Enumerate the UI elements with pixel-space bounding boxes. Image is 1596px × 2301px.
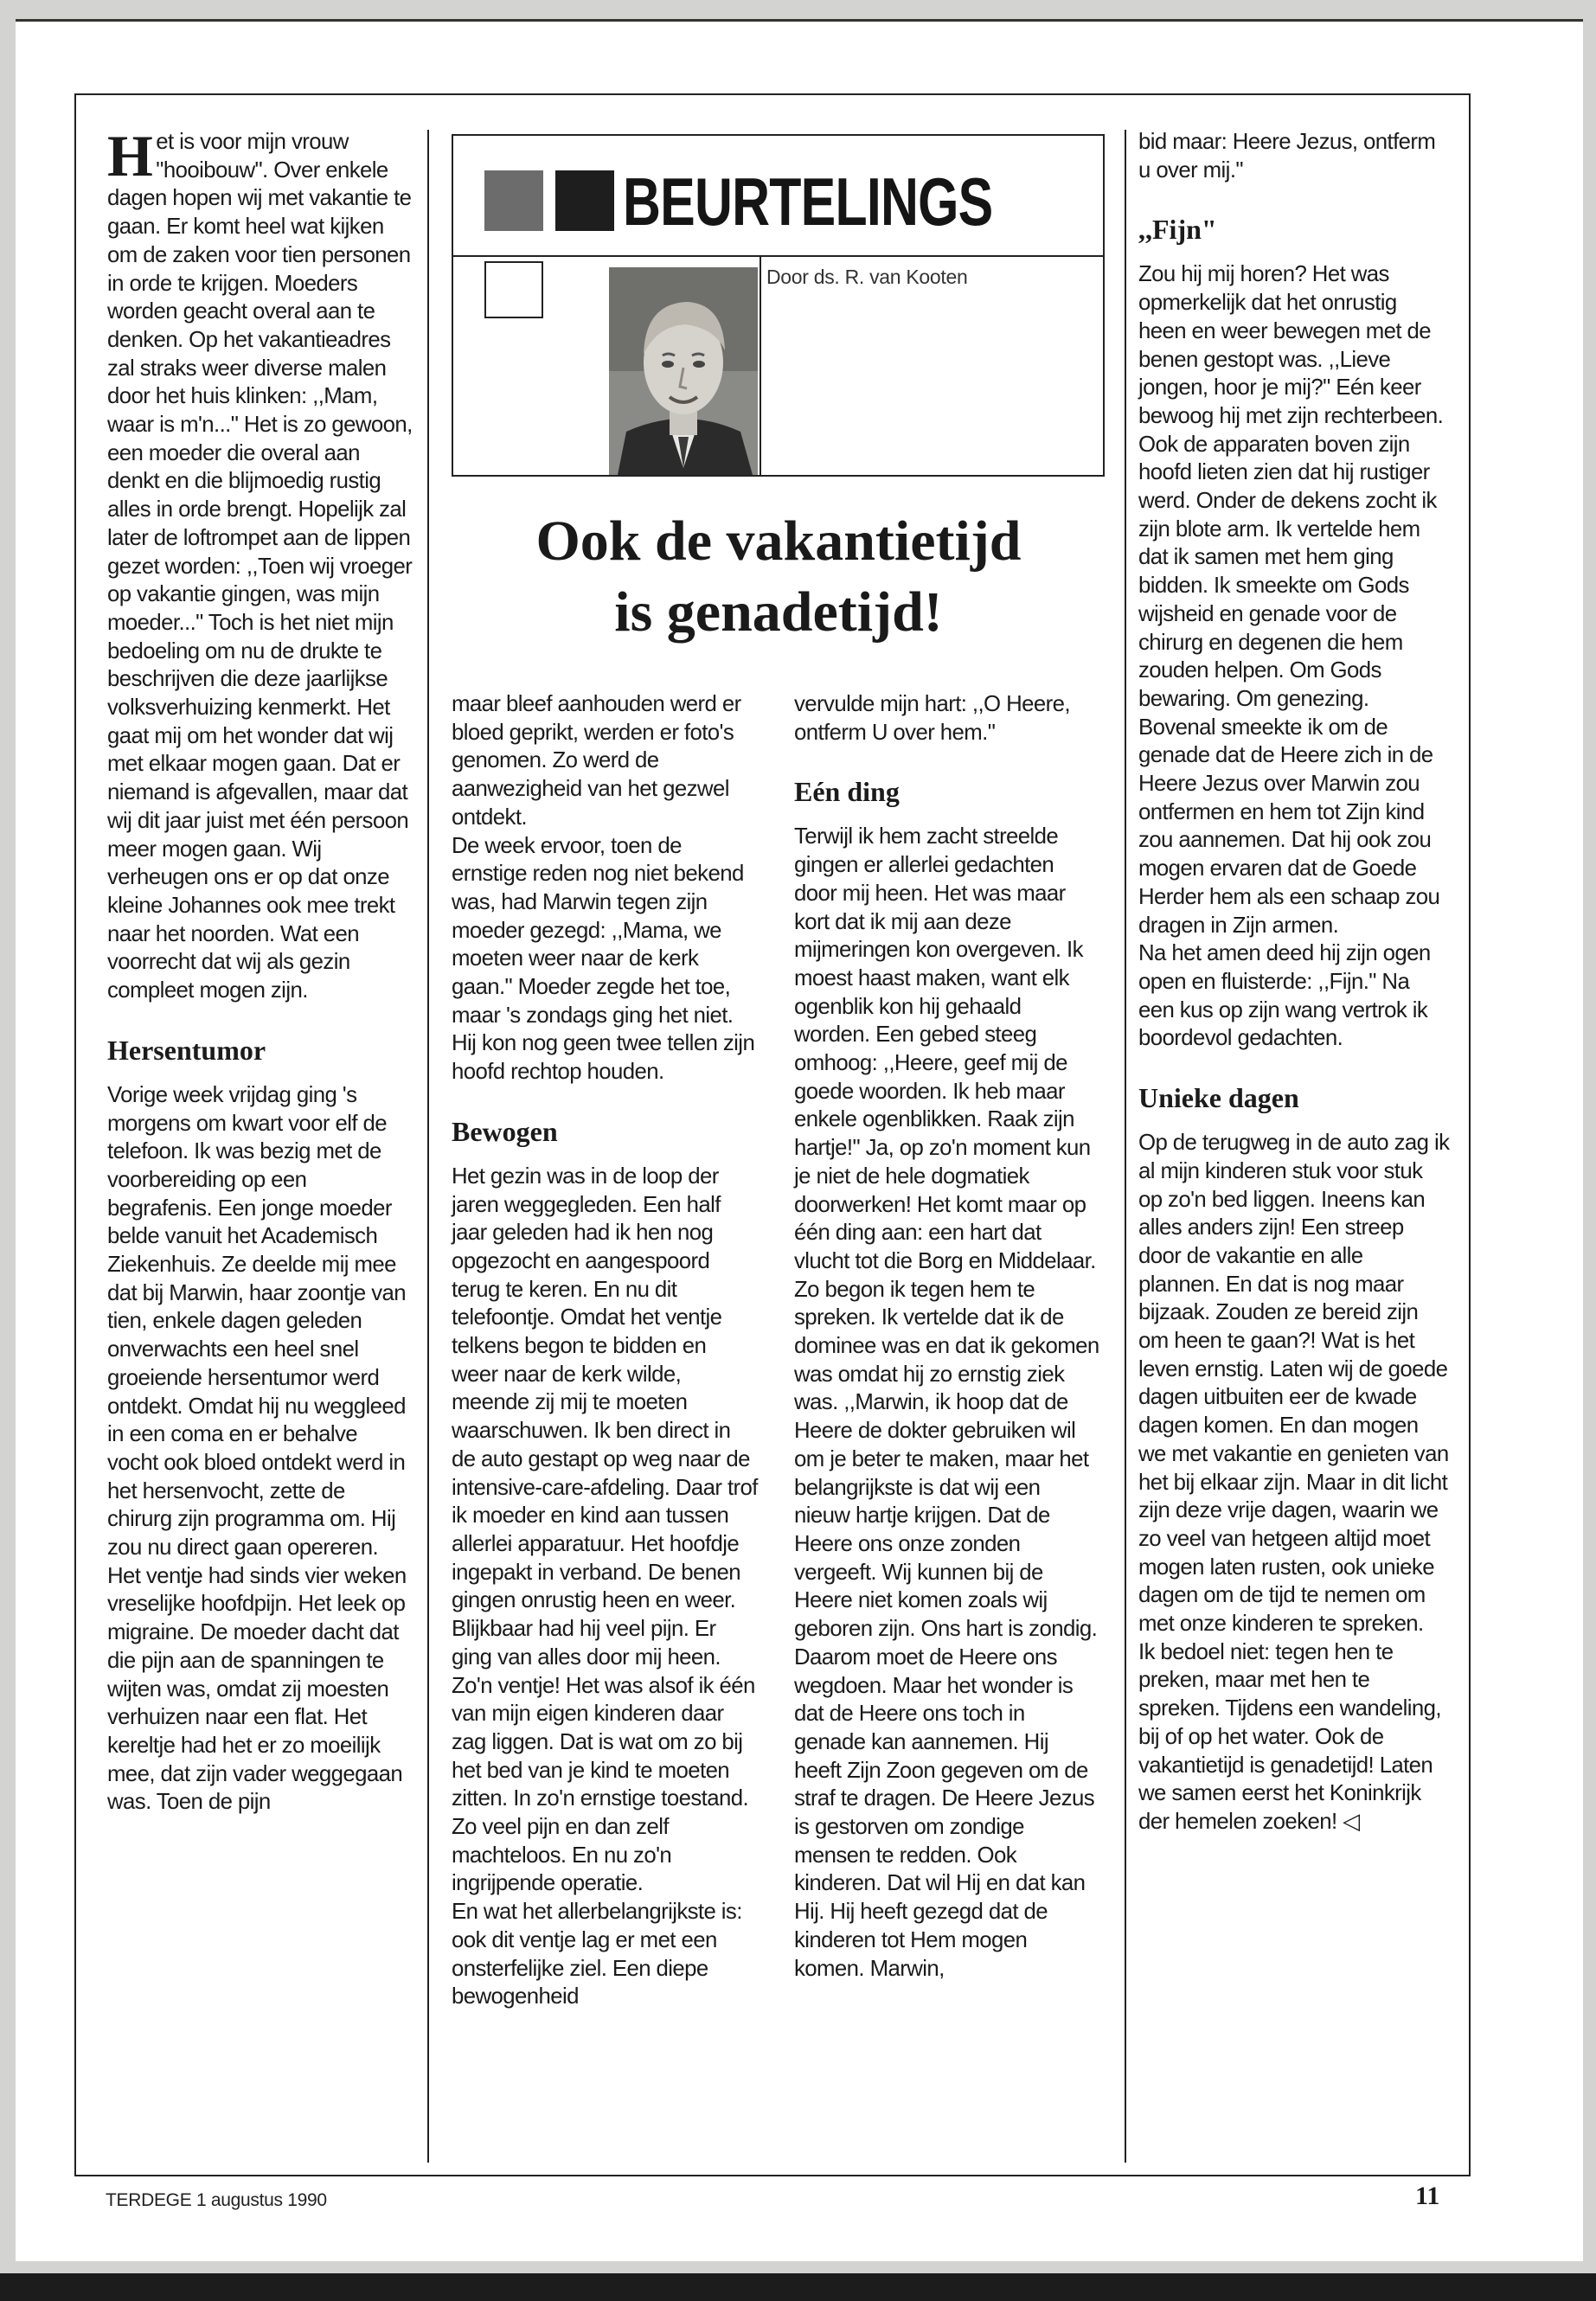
section-heading: Bewogen (452, 1115, 558, 1147)
section-heading: Unieke dagen (1138, 1082, 1299, 1114)
paragraph: Vorige week vrijdag ging 's morgens om kwart voor elf de telefoon. Ik was bezig met de voorbereiding op een begrafenis. Een jonge moeder belde vanuit het Academisch Ziekenhuis. Ze deelde mij mee dat bij Marwin, haar zoontje van tien, enkele dagen geleden onverwachts een heel snel groeiende hersentumor werd ontdekt. Omdat hij nu weggleed in een coma en er behalve vocht ook bloed ontdekt werd in het hersenvocht, zette de chirurg zijn programma om. Hij zou nu direct gaan opereren. (107, 1082, 407, 1561)
headline-line-1: Ook de vakantietijd (535, 510, 1022, 573)
scan-edge (0, 2273, 1596, 2301)
black-square-decoration (555, 170, 614, 231)
paragraph: Na het amen deed hij zijn ogen open en fluisterde: ,,Fijn." Na een kus op zijn wang vertrok ik boordevol gedachten. (1138, 941, 1431, 1051)
drop-cap: H (107, 123, 153, 189)
paragraph: Het ventje had sinds vier weken vreselijke hoofdpijn. Het leek op migraine. De moeder dacht dat die pijn aan de spanningen te wijten was, omdat zij moesten verhuizen naar een flat. Het kereltje had het er zo moeilijk mee, dat zijn vader weggegaan was. Toen de pijn (107, 1563, 407, 1815)
magazine-issue: TERDEGE 1 augustus 1990 (106, 2190, 327, 2210)
article-headline (433, 506, 1125, 648)
author-byline: Door ds. R. van Kooten (766, 266, 968, 288)
section-heading: ,,Fijn" (1138, 214, 1217, 246)
paragraph: Ik bedoel niet: tegen hen te preken, maar met hen te spreken. Tijdens een wandeling, bij of op het water. Ook de vakantietijd is genadetijd! Laten we samen eerst het Koninkrijk der hemelen zoeken! ◁ (1138, 1639, 1441, 1834)
top-rule (16, 19, 1583, 22)
box-divider (453, 255, 1103, 257)
column-divider (427, 130, 429, 2163)
paragraph: bid maar: Heere Jezus, ontferm u over mij." (1138, 130, 1436, 183)
series-title: BEURTELINGS (623, 163, 993, 240)
paragraph: Zou hij mij horen? Het was opmerkelijk dat het onrustig heen en weer bewegen met de benen gestopt was. ,,Lieve jongen, hoor je mij?" Eén keer bewoog hij met zijn rechterbeen. Ook de apparaten boven zijn hoofd lieten zien dat hij rustiger werd. Onder de dekens zocht ik zijn blote arm. Ik vertelde hem dat ik samen met hem ging bidden. Ik smeekte om Gods wijsheid en genade voor de chirurg en degenen die hem zouden helpen. Om Gods bewaring. Om genezing. Bovenal smeekte ik om de genade dat de Heere zich in de Heere Jezus over Marwin zou ontfermen en hem tot Zijn kind zou aannemen. Dat hij ook zou mogen ervaren dat de Goede Herder hem als een schaap zou dragen in Zijn armen. (1138, 262, 1444, 938)
column-divider (1125, 130, 1126, 2163)
column-2 (452, 690, 758, 2011)
paragraph: Het gezin was in de loop der jaren weggegleden. Een half jaar geleden had ik hen nog opgezocht en aangespoord terug te keren. En nu dit telefoontje. Omdat het ventje telkens begon te bidden en weer naar de kerk wilde, meende zij mij te moeten waarschuwen. Ik ben direct in de auto gestapt op weg naar de intensive-care-afdeling. Daar trof ik moeder en kind aan tussen allerlei apparatuur. Het hoofdje ingepakt in verband. De benen gingen onrustig heen en weer. Blijkbaar had hij veel pijn. Er ging van alles door mij heen. Zo'n ventje! Het was alsof ik één van mijn eigen kinderen daar zag liggen. Dat is wat om zo bij het bed van je kind te moeten zitten. In zo'n ernstige toestand. Zo veel pijn en dan zelf machteloos. En nu zo'n ingrijpende operatie. (452, 1163, 758, 1896)
box-divider (760, 255, 761, 475)
outline-square-decoration (484, 261, 543, 318)
column-1 (107, 123, 413, 1817)
section-heading: Hersentumor (107, 1034, 266, 1066)
paragraph: De week ervoor, toen de ernstige reden nog niet bekend was, had Marwin tegen zijn moeder gezegd: ,,Mama, we moeten weer naar de kerk gaan." Moeder zegde het toe, maar 's zondags ging het niet. Hij kon nog geen twee tellen zijn hoofd rechtop houden. (452, 833, 755, 1085)
section-heading: Eén ding (794, 776, 900, 808)
paragraph: Op de terugweg in de auto zag ik al mijn kinderen stuk voor stuk op zo'n bed liggen. Ineens kan alles anders zijn! Een streep door de vakantie en alle plannen. En dat is nog maar bijzaak. Zouden ze bereid zijn om heen te gaan?! Wat is het leven ernstig. Laten wij de goede dagen uitbuiten eer de kwade dagen komen. En dan mogen we met vakantie en genieten van het bij elkaar zijn. Maar in dit licht zijn deze vrije dagen, waarin we zo veel van hetgeen altijd moet mogen laten rusten, ook unieke dagen om de tijd te nemen om met onze kinderen te spreken. (1138, 1131, 1450, 1637)
column-4 (1138, 128, 1450, 1836)
paragraph: Zo begon ik tegen hem te spreken. Ik vertelde dat ik de dominee was en dat ik gekomen was omdat hij zo ernstig ziek was. ,,Marwin, ik hoop dat de Heere de dokter gebruiken wil om je beter te maken, maar het belangrijkste is dat wij een nieuw hartje krijgen. Dat de Heere ons onze zonden vergeeft. Wij kunnen bij de Heere niet komen zoals wij geboren zijn. Ons hart is zondig. Daarom moet de Heere ons wegdoen. Maar het wonder is dat de Heere ons toch in genade kan aannemen. Hij heeft Zijn Zoon gegeven om de straf te dragen. De Heere Jezus is gestorven om zondige mensen te redden. Ook kinderen. Dat wil Hij en dat kan Hij. Hij heeft gezegd dat de kinderen tot Hem mogen komen. Marwin, (794, 1277, 1099, 1981)
paragraph: Terwijl ik hem zacht streelde gingen er allerlei gedachten door mij heen. Het was maar kort dat ik mij aan deze mijmeringen kon overgeven. Ik moest haast maken, want elk ogenblik kon hij gehaald worden. Een gebed steeg omhoog: ,,Heere, geef mij de goede woorden. Ik heb maar enkele ogenblikken. Raak zijn hartje!" Ja, op zo'n moment kun je niet de hele dogmatiek doorwerken! Het komt maar op één ding aan: een hart dat vlucht tot die Borg en Middelaar. (794, 824, 1096, 1273)
paragraph: En wat het allerbelangrijkste is: ook dit ventje lag er met een onsterfelijke ziel. Een diepe bewogenheid (452, 1900, 742, 2009)
intro-paragraph (107, 123, 413, 1005)
paragraph: vervulde mijn hart: ,,O Heere, ontferm U over hem." (794, 692, 1070, 745)
paragraph: maar bleef aanhouden werd er bloed geprikt, werden er foto's genomen. Zo werd de aanwezigheid van het gezwel ontdekt. (452, 692, 741, 830)
intro-text: et is voor mijn vrouw "hooibouw". Over enkele dagen hopen wij met vakantie te gaan. Er komt heel wat kijken om de zaken voor tien personen in orde te krijgen. Moeders worden geacht overal aan te denken. Op het vakantieadres zal straks weer diverse malen door het huis klinken: ,,Mam, waar is m'n..." Het is zo gewoon, een moeder die overal aan denkt en die blijmoedig rustig alles in orde brengt. Hopelijk zal later de loftrompet aan de lippen gezet worden: ,,Toen wij vroeger op vakantie gingen, was mijn moeder..." Toch is het niet mijn bedoeling om nu de drukte te beschrijven die deze jaarlijkse volksverhuizing kenmerkt. Het gaat mij om het wonder dat wij met elkaar mogen gaan. Dat er niemand is afgevallen, maar dat wij dit jaar juist met één persoon meer mogen gaan. Wij verheugen ons er op dat onze kleine Johannes ook mee trekt naar het noorden. Wat een voorrecht dat wij als gezin compleet mogen zijn. (107, 130, 413, 1003)
grey-square-decoration (484, 170, 543, 231)
column-3 (794, 690, 1100, 1983)
page-number: 11 (1415, 2182, 1440, 2210)
headline-line-2: is genadetijd! (614, 580, 943, 644)
author-portrait (609, 267, 758, 475)
series-box (452, 134, 1105, 477)
